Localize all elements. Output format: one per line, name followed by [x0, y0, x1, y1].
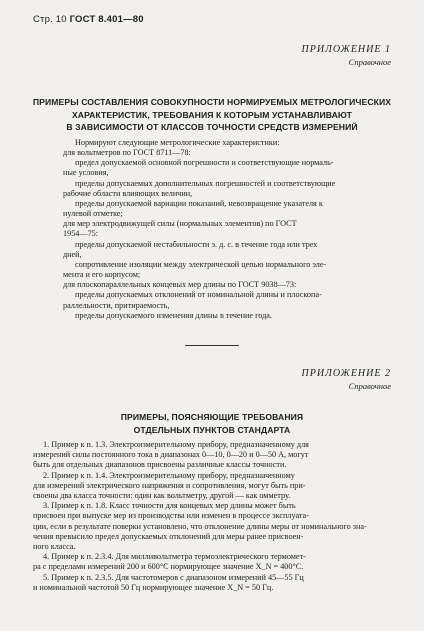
- body-line: ного класса.: [33, 542, 76, 552]
- section-1-title-line: В ЗАВИСИМОСТИ ОТ КЛАССОВ ТОЧНОСТИ СРЕДСТВ ИЗМЕРЕНИЙ: [66, 122, 358, 132]
- appendix-2-title: ПРИЛОЖЕНИЕ 2: [301, 368, 391, 379]
- body-line: Нормируют следующие метрологические характеристики:: [75, 138, 280, 147]
- section-2-title-line: ОТДЕЛЬНЫХ ПУНКТОВ СТАНДАРТА: [133, 424, 291, 435]
- body-line: 1. Пример к п. 1.3. Электроизмерительному прибору, предназначенному для: [43, 440, 309, 449]
- body-line: нулевой отметке;: [63, 209, 123, 219]
- body-line: ции, если в результате поверки установлено, что отклонение длины меры от номинального зна-: [33, 521, 367, 531]
- body-line: и номинальной частотой 50 Гц нормирующее значение X_N = 50 Гц.: [33, 582, 274, 592]
- body-line: пределы допускаемой нестабильности э. д. с. в течение года или трех: [75, 239, 318, 249]
- body-line: пределы допускаемого изменения длины в течение года.: [75, 310, 272, 320]
- page-number: Стр. 10: [33, 14, 67, 25]
- body-line: мента и его корпусом;: [63, 270, 141, 280]
- appendix-2-subtitle: Справочное: [348, 381, 391, 391]
- body-line: раллельности, притираемость,: [63, 300, 170, 310]
- section-1-body: [33, 138, 393, 321]
- body-line: ра с пределами измерений 200 и 600°C нормирующее значение X_N = 400°C.: [33, 562, 304, 572]
- body-line: предел допускаемой основной погрешности и соответствующие нормаль-: [75, 158, 334, 168]
- body-line: сопротивление изоляции между электрической цепью нормального эле-: [75, 259, 327, 269]
- body-line: дней,: [63, 249, 82, 259]
- body-line: для мер электродвижущей силы (нормальных элементов) по ГОСТ: [63, 219, 297, 229]
- body-line: для плоскопараллельных концевых мер длины по ГОСТ 9038—73:: [63, 280, 297, 290]
- section-1-title-line: ХАРАКТЕРИСТИК, ТРЕБОВАНИЯ К КОТОРЫМ УСТАНАВЛИВАЮТ: [71, 109, 353, 120]
- body-line: пределы допускаемых дополнительных погрешностей и соответствующие: [75, 178, 336, 188]
- section-2-title-line: ПРИМЕРЫ, ПОЯСНЯЮЩИЕ ТРЕБОВАНИЯ: [120, 412, 304, 422]
- body-line: 2. Пример к п. 1.4. Электроизмерительному прибору, предназначенному: [43, 470, 295, 480]
- appendix-1-subtitle: Справочное: [348, 57, 391, 67]
- section-2-body: [33, 440, 393, 593]
- body-line: пределы допускаемой вариации показаний, невозвращение указателя к: [75, 198, 323, 208]
- body-line: 1954—75:: [63, 229, 99, 239]
- body-line: присвоен при выпуске мер из производства или изменен в процессе эксплуата-: [33, 511, 309, 521]
- body-line: 5. Пример к п. 2.3.5. Для частотомеров с диапазоном измерений 45—55 Гц: [43, 572, 304, 582]
- body-line: своены два класса точности: один как вольтметру, другой — как омметру.: [33, 491, 291, 501]
- body-line: 4. Пример к п. 2.3.4. Для милливольтметра термоэлектрического термомет-: [43, 552, 306, 562]
- body-line: для измерений электрического напряжения и сопротивления, могут быть при-: [33, 480, 306, 490]
- appendix-2-label: [302, 368, 392, 392]
- standard-code: ГОСТ 8.401—80: [69, 14, 144, 25]
- section-divider: [185, 345, 239, 346]
- appendix-1-label: [302, 44, 392, 68]
- body-line: чения превысило предел допускаемых отклонений для меры ранее присвоен-: [33, 531, 304, 541]
- running-header: [33, 14, 144, 25]
- body-line: ные условия,: [63, 168, 109, 178]
- body-line: рабочие области влияющих величин,: [63, 188, 193, 198]
- body-line: для вольтметров по ГОСТ 8711—78:: [63, 148, 191, 158]
- body-line: пределы допускаемых отклонений от номинальной длины и плоскопа-: [75, 290, 322, 300]
- section-2-title: [30, 411, 394, 436]
- body-line: измерений силы постоянного тока в диапазонах 0—10, 0—20 и 0—50 А, могут: [33, 450, 309, 460]
- body-line: быть для отдельных диапазонов присвоены различные классы точности.: [33, 460, 287, 470]
- section-1-title: [30, 96, 394, 134]
- appendix-1-title: ПРИЛОЖЕНИЕ 1: [301, 44, 391, 55]
- section-1-title-line: ПРИМЕРЫ СОСТАВЛЕНИЯ СОВОКУПНОСТИ НОРМИРУЕМЫХ МЕТРОЛОГИЧЕСКИХ: [32, 97, 392, 107]
- body-line: 3. Пример к п. 1.8. Класс точности для концевых мер длины может быть: [43, 501, 296, 511]
